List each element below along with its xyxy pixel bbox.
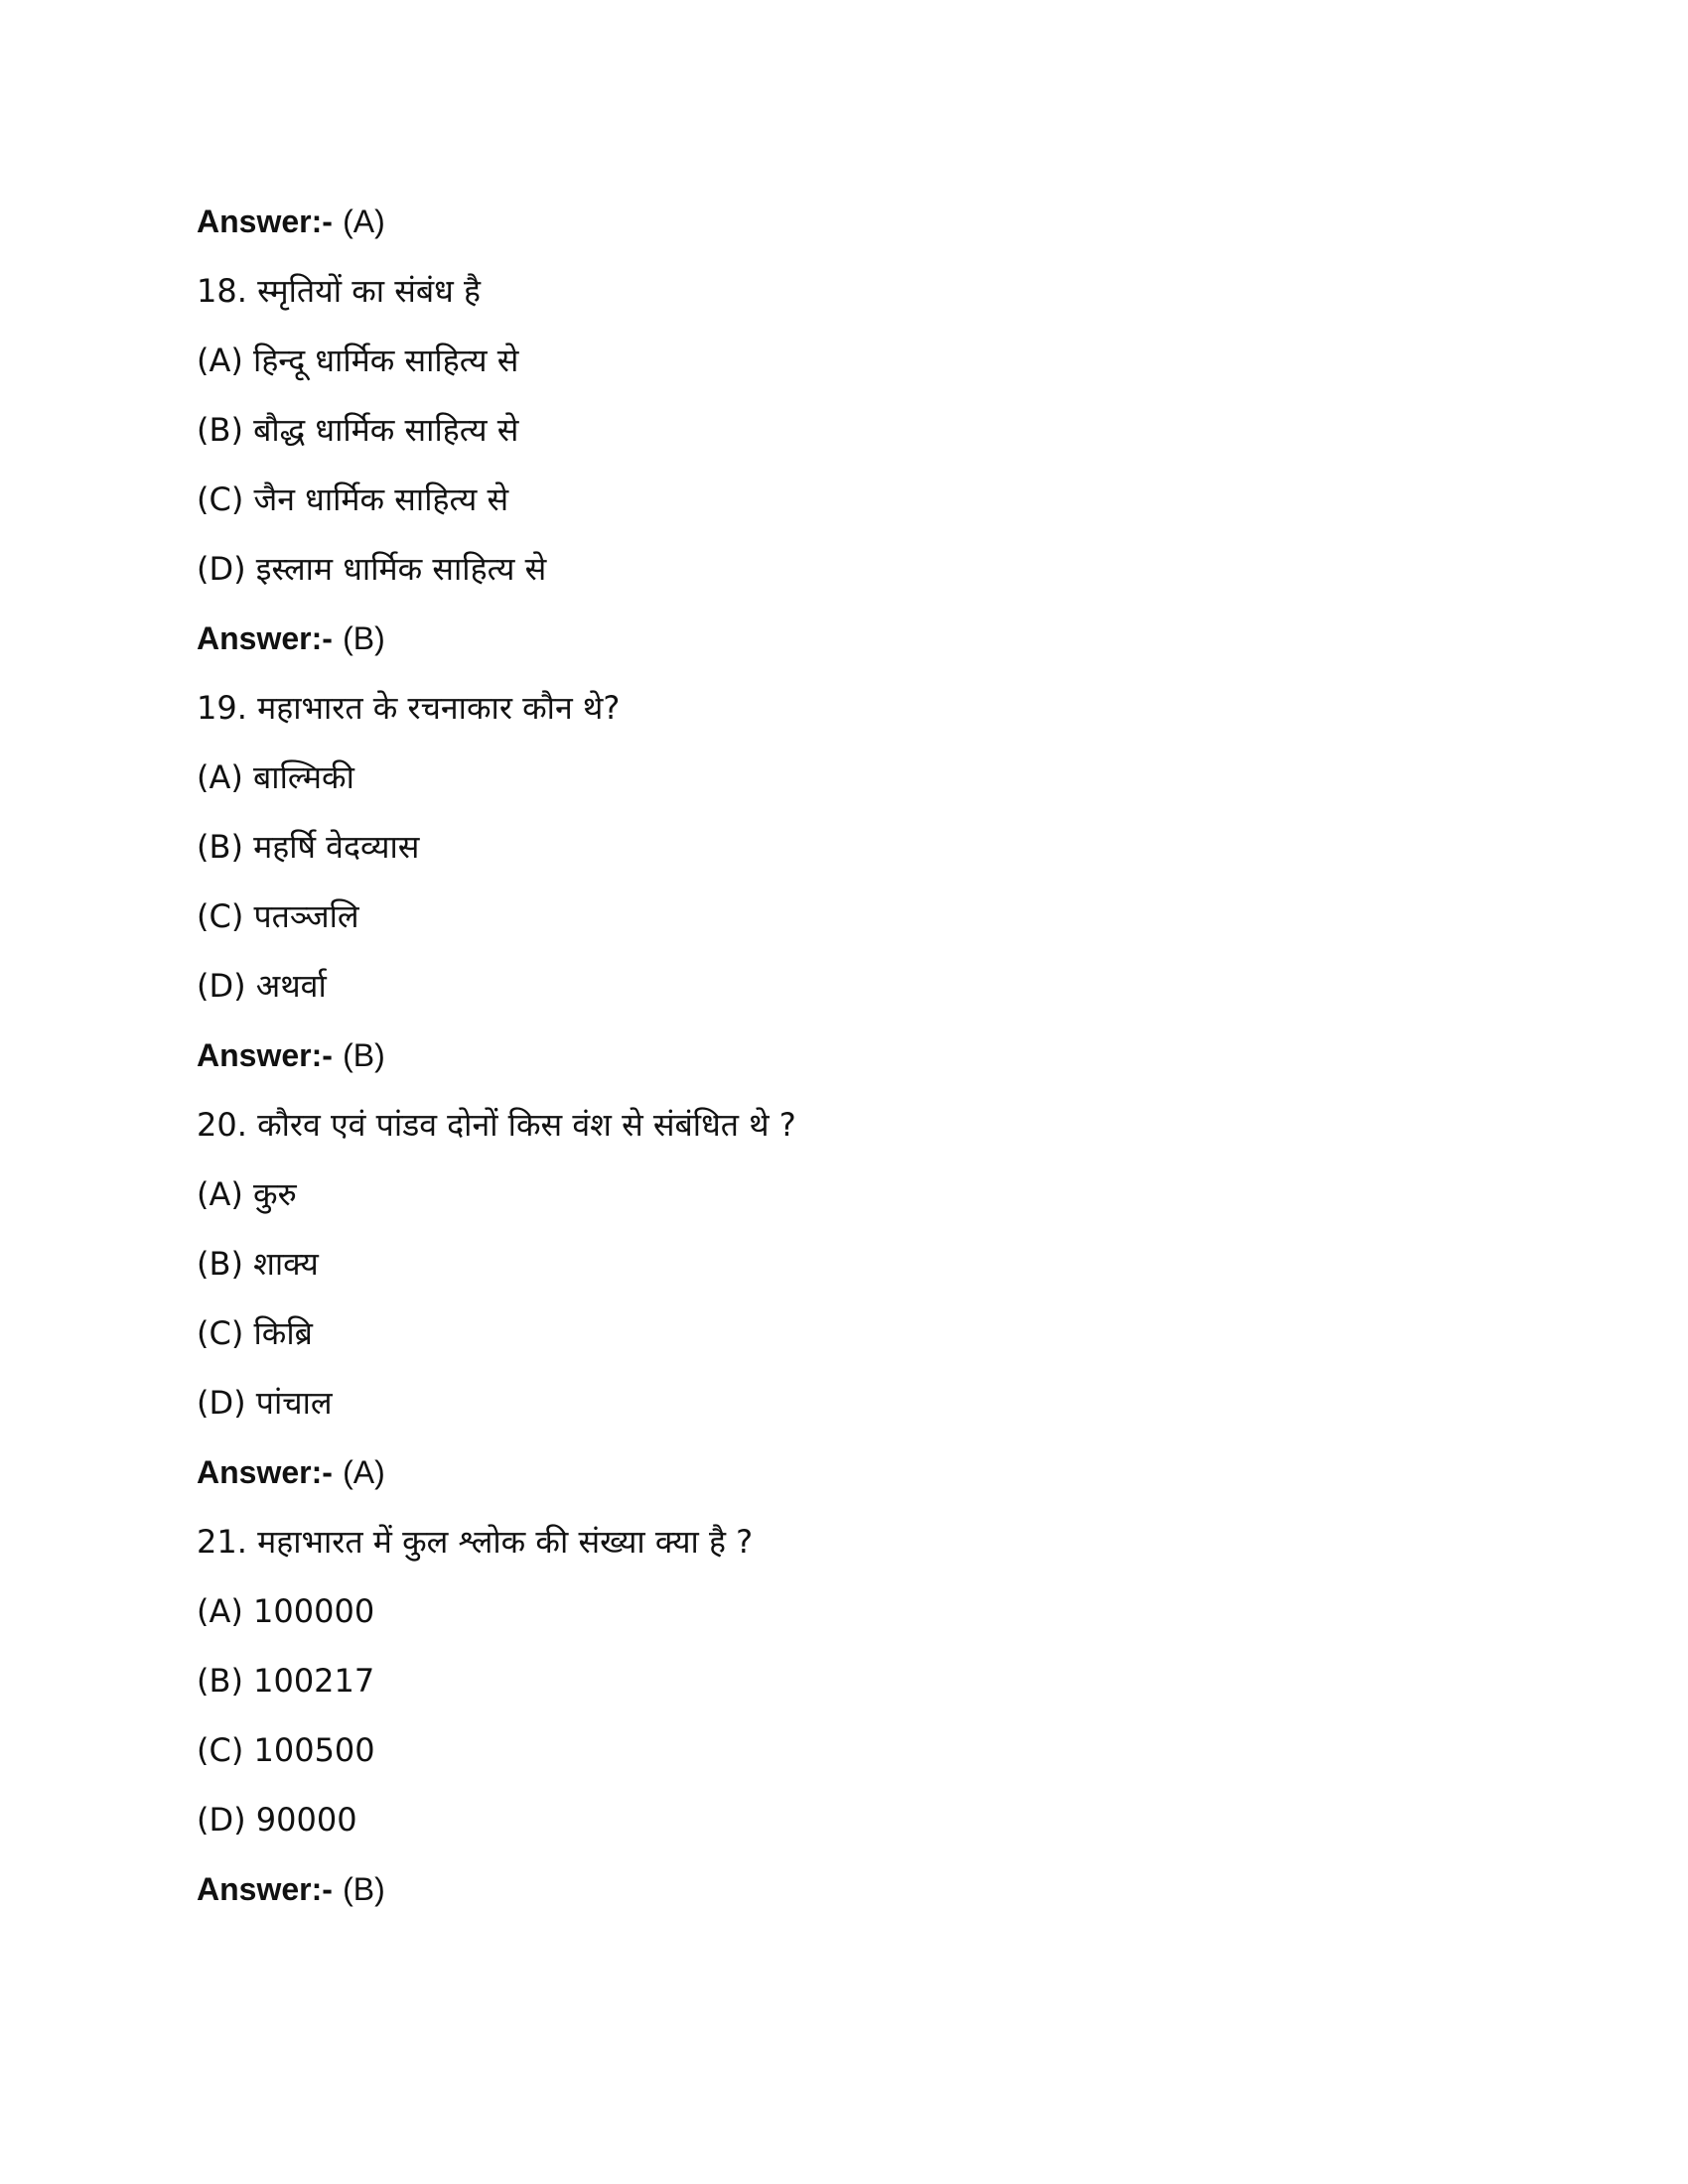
answer-label: Answer:- bbox=[197, 1871, 333, 1907]
question-19: 19. महाभारत के रचनाकार कौन थे? bbox=[197, 689, 621, 727]
option-line: (B) बौद्ध धार्मिक साहित्य से bbox=[197, 411, 519, 449]
option-line: (C) जैन धार्मिक साहित्य से bbox=[197, 480, 509, 518]
option-line: (A) कुरु bbox=[197, 1175, 297, 1213]
answer-value: (B) bbox=[343, 620, 385, 656]
answer-line bbox=[197, 1030, 1487, 1100]
question-18: 18. स्मृतियों का संबंध है bbox=[197, 272, 481, 310]
option-line: (D) 90000 bbox=[197, 1801, 357, 1839]
answer-label: Answer:- bbox=[197, 204, 333, 239]
option-line: (B) शाक्य bbox=[197, 1245, 319, 1283]
answer-value: (A) bbox=[343, 204, 385, 239]
option-line: (D) इस्लाम धार्मिक साहित्य से bbox=[197, 550, 547, 588]
option-line: (B) 100217 bbox=[197, 1662, 375, 1700]
answer-value: (B) bbox=[343, 1871, 385, 1907]
question-list bbox=[197, 197, 1487, 1934]
answer-label: Answer:- bbox=[197, 1454, 333, 1490]
option-line: (A) बाल्मिकी bbox=[197, 758, 354, 796]
answer-line bbox=[197, 614, 1487, 683]
answer-line bbox=[197, 197, 1487, 266]
option-line: (D) अथर्वा bbox=[197, 967, 327, 1005]
question-21: 21. महाभारत में कुल श्लोक की संख्या क्या है ? bbox=[197, 1523, 754, 1561]
option-line: (D) पांचाल bbox=[197, 1384, 333, 1422]
answer-line bbox=[197, 1447, 1487, 1517]
option-line: (A) 100000 bbox=[197, 1592, 375, 1630]
answer-value: (A) bbox=[343, 1454, 385, 1490]
answer-line bbox=[197, 1864, 1487, 1934]
question-20: 20. कौरव एवं पांडव दोनों किस वंश से संबंधित थे ? bbox=[197, 1106, 796, 1144]
option-line: (A) हिन्दू धार्मिक साहित्य से bbox=[197, 341, 519, 379]
answer-value: (B) bbox=[343, 1037, 385, 1073]
option-line: (C) किब्रि bbox=[197, 1314, 313, 1352]
option-line: (B) महर्षि वेदव्यास bbox=[197, 828, 420, 866]
option-line: (C) पतञ्जलि bbox=[197, 897, 359, 935]
option-line: (C) 100500 bbox=[197, 1731, 375, 1769]
answer-label: Answer:- bbox=[197, 620, 333, 656]
answer-label: Answer:- bbox=[197, 1037, 333, 1073]
